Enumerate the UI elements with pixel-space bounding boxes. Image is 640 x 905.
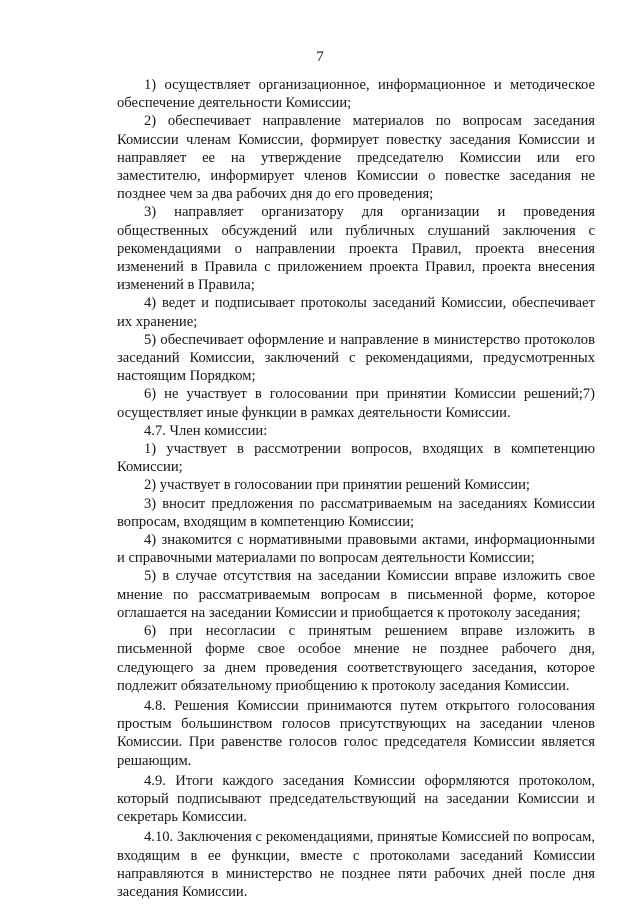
paragraph: 3) вносит предложения по рассматриваемым на заседаниях Комиссии вопросам, входящим в компетенцию Комиссии; — [117, 495, 595, 530]
page-number: 7 — [316, 49, 324, 65]
document-body — [117, 76, 595, 901]
paragraph: 4.7. Член комиссии: — [144, 422, 268, 439]
paragraph: 1) осуществляет организационное, информационное и методическое обеспечение деятельности Комиссии; — [117, 77, 595, 112]
paragraph: 2) участвует в голосовании при принятии решений Комиссии; — [144, 477, 530, 494]
paragraph: 4) ведет и подписывает протоколы заседаний Комиссии, обеспечивает их хранение; — [117, 295, 595, 330]
paragraph: 4.8. Решения Комиссии принимаются путем открытого голосования простым большинством голосов присутствующих на заседании членов Комиссии. При равенстве голосов голос председателя Комиссии является решающим. — [117, 697, 595, 769]
paragraph: 4) знакомится с нормативными правовыми актами, информационными и справочными материалами по вопросам деятельности Комиссии; — [117, 532, 595, 567]
paragraph: 1) участвует в рассмотрении вопросов, входящих в компетенцию Комиссии; — [117, 441, 595, 476]
paragraph: 4.9. Итоги каждого заседания Комиссии оформляются протоколом, который подписывают председательствующий на заседании Комиссии и секретарь Комиссии. — [117, 772, 595, 826]
paragraph: 3) направляет организатору для организации и проведения общественных обсуждений или публичных слушаний заключения с рекомендациями о направлении проекта Правил, проекта внесения изменений в Правила с приложением проекта Правил, проекта внесения изменений в Правила; — [117, 204, 595, 294]
paragraph: 5) в случае отсутствия на заседании Комиссии вправе изложить свое мнение по рассматриваемым вопросам в письменной форме, которое оглашается на заседании Комиссии и приобщается к протоколу заседания; — [117, 568, 595, 621]
paragraph: 6) при несогласии с принятым решением вправе изложить в письменной форме свое особое мнение не позднее рабочего дня, следующего за днем проведения соответствующего заседания, которое подлежит обязательному приобщению к протоколу заседания Комиссии. — [117, 623, 595, 694]
paragraph: 2) обеспечивает направление материалов по вопросам заседания Комиссии членам Комиссии, формирует повестку заседания Комиссии и направляет ее на утверждение председателю Комиссии или его заместителю, информирует членов Комиссии о повестке заседания не позднее чем за два рабочих дня до его проведения; — [117, 113, 595, 203]
paragraph: 4.10. Заключения с рекомендациями, принятые Комиссией по вопросам, входящим в ее функции, вместе с протоколами заседаний Комиссии направляются в министерство не позднее пяти рабочих дней после дня заседания Комиссии. — [117, 829, 595, 900]
paragraph: 5) обеспечивает оформление и направление в министерство протоколов заседаний Комиссии, заключений с рекомендациями, предусмотренных настоящим Порядком; — [117, 331, 595, 385]
paragraph: 6) не участвует в голосовании при принятии Комиссии решений;7) осуществляет иные функции в рамках деятельности Комиссии. — [117, 386, 595, 421]
